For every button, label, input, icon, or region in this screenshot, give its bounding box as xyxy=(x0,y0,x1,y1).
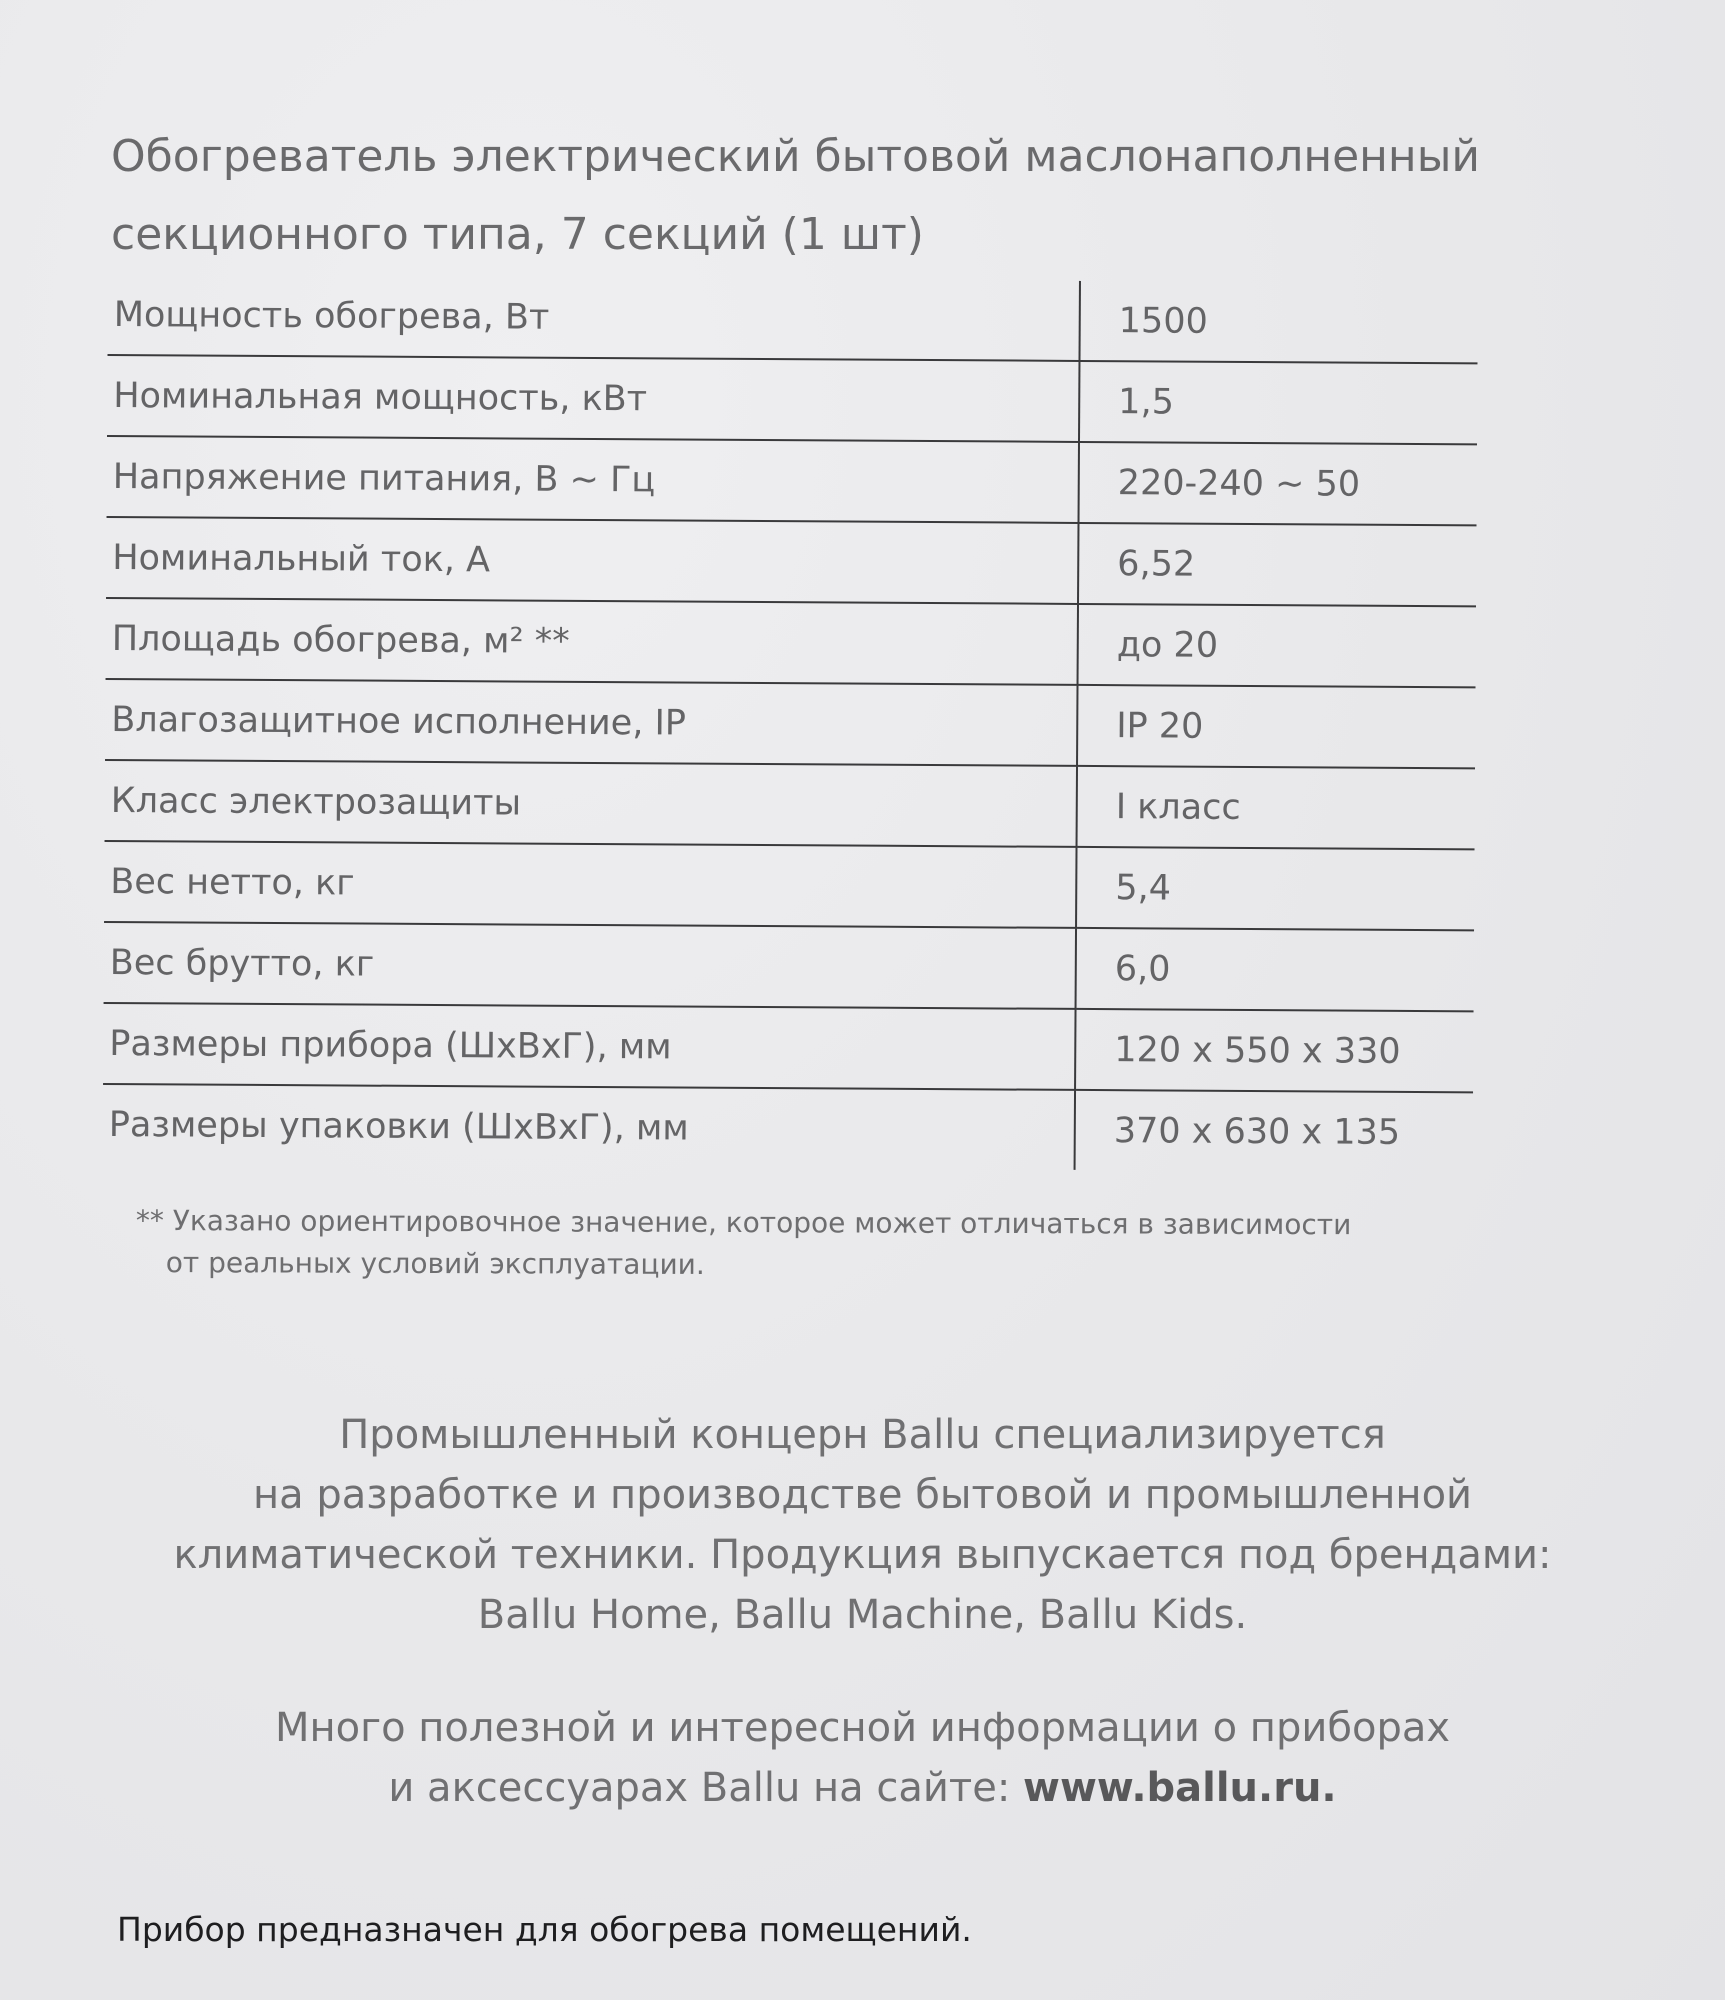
spec-param: Размеры прибора (ШхВхГ), мм xyxy=(103,1003,1075,1090)
table-row xyxy=(103,1003,1473,1092)
spec-value: 220-240 ~ 50 xyxy=(1079,442,1477,525)
table-row xyxy=(104,922,1474,1011)
spec-param: Площадь обогрева, м² ** xyxy=(106,598,1078,685)
spec-param: Размеры упаковки (ШхВхГ), мм xyxy=(103,1084,1075,1170)
spec-value: 5,4 xyxy=(1076,847,1474,930)
company-description-line-1: Промышленный концерн Ballu специализируется xyxy=(339,1412,1386,1458)
table-row xyxy=(107,436,1477,525)
product-title xyxy=(111,118,1511,274)
website-info xyxy=(0,1698,1725,1818)
company-description-line-4: Ballu Home, Ballu Machine, Ballu Kids. xyxy=(477,1592,1248,1638)
footnote-line-2: от реальных условий эксплуатации. xyxy=(165,1246,705,1281)
spec-value: IP 20 xyxy=(1077,685,1475,768)
spec-param: Номинальная мощность, кВт xyxy=(107,355,1079,442)
product-title-line-1: Обогреватель электрический бытовой маслонаполненный xyxy=(111,131,1481,182)
table-row xyxy=(108,275,1478,363)
company-description xyxy=(0,1405,1725,1645)
spec-value: 370 x 630 x 135 xyxy=(1113,1110,1401,1153)
spec-param: Номинальный ток, А xyxy=(106,517,1078,604)
spec-param: Напряжение питания, В ~ Гц xyxy=(107,436,1079,523)
product-title-line-2: секционного типа, 7 секций (1 шт) xyxy=(111,209,924,260)
spec-value: I класс xyxy=(1077,766,1475,849)
spec-param: Влагозащитное исполнение, IP xyxy=(105,679,1077,766)
footnote xyxy=(136,1200,1536,1289)
website-info-prefix: и аксессуарах Ballu на сайте: xyxy=(388,1765,1024,1811)
spec-param: Вес брутто, кг xyxy=(104,922,1076,1009)
spec-value: до 20 xyxy=(1078,604,1476,687)
website-link[interactable]: www.ballu.ru. xyxy=(1023,1765,1337,1811)
spec-value: 1500 xyxy=(1079,281,1477,363)
company-description-line-2: на разработке и производстве бытовой и промышленной xyxy=(252,1472,1473,1518)
table-row xyxy=(106,598,1476,687)
spec-value: 6,0 xyxy=(1076,928,1474,1011)
spec-param: Вес нетто, кг xyxy=(104,841,1076,928)
table-row xyxy=(106,517,1476,606)
table-row xyxy=(107,355,1477,444)
device-purpose: Прибор предназначен для обогрева помещений. xyxy=(117,1910,972,1949)
spec-param: Мощность обогрева, Вт xyxy=(108,275,1080,361)
table-row xyxy=(104,841,1474,930)
spec-value: 1,5 xyxy=(1079,361,1477,444)
website-info-line-2 xyxy=(0,1758,1725,1818)
table-row xyxy=(103,1084,1473,1172)
specifications-table xyxy=(103,275,1478,1172)
company-description-line-3: климатической техники. Продукция выпускается под брендами: xyxy=(173,1532,1552,1578)
spec-value: 6,52 xyxy=(1078,523,1476,606)
website-info-line-1: Много полезной и интересной информации о приборах xyxy=(274,1705,1451,1751)
footnote-line-1: ** Указано ориентировочное значение, которое может отличаться в зависимости xyxy=(135,1204,1352,1242)
spec-value: 120 x 550 x 330 xyxy=(1075,1009,1473,1092)
table-row xyxy=(105,679,1475,768)
table-row xyxy=(105,760,1475,849)
spec-param: Класс электрозащиты xyxy=(105,760,1077,847)
